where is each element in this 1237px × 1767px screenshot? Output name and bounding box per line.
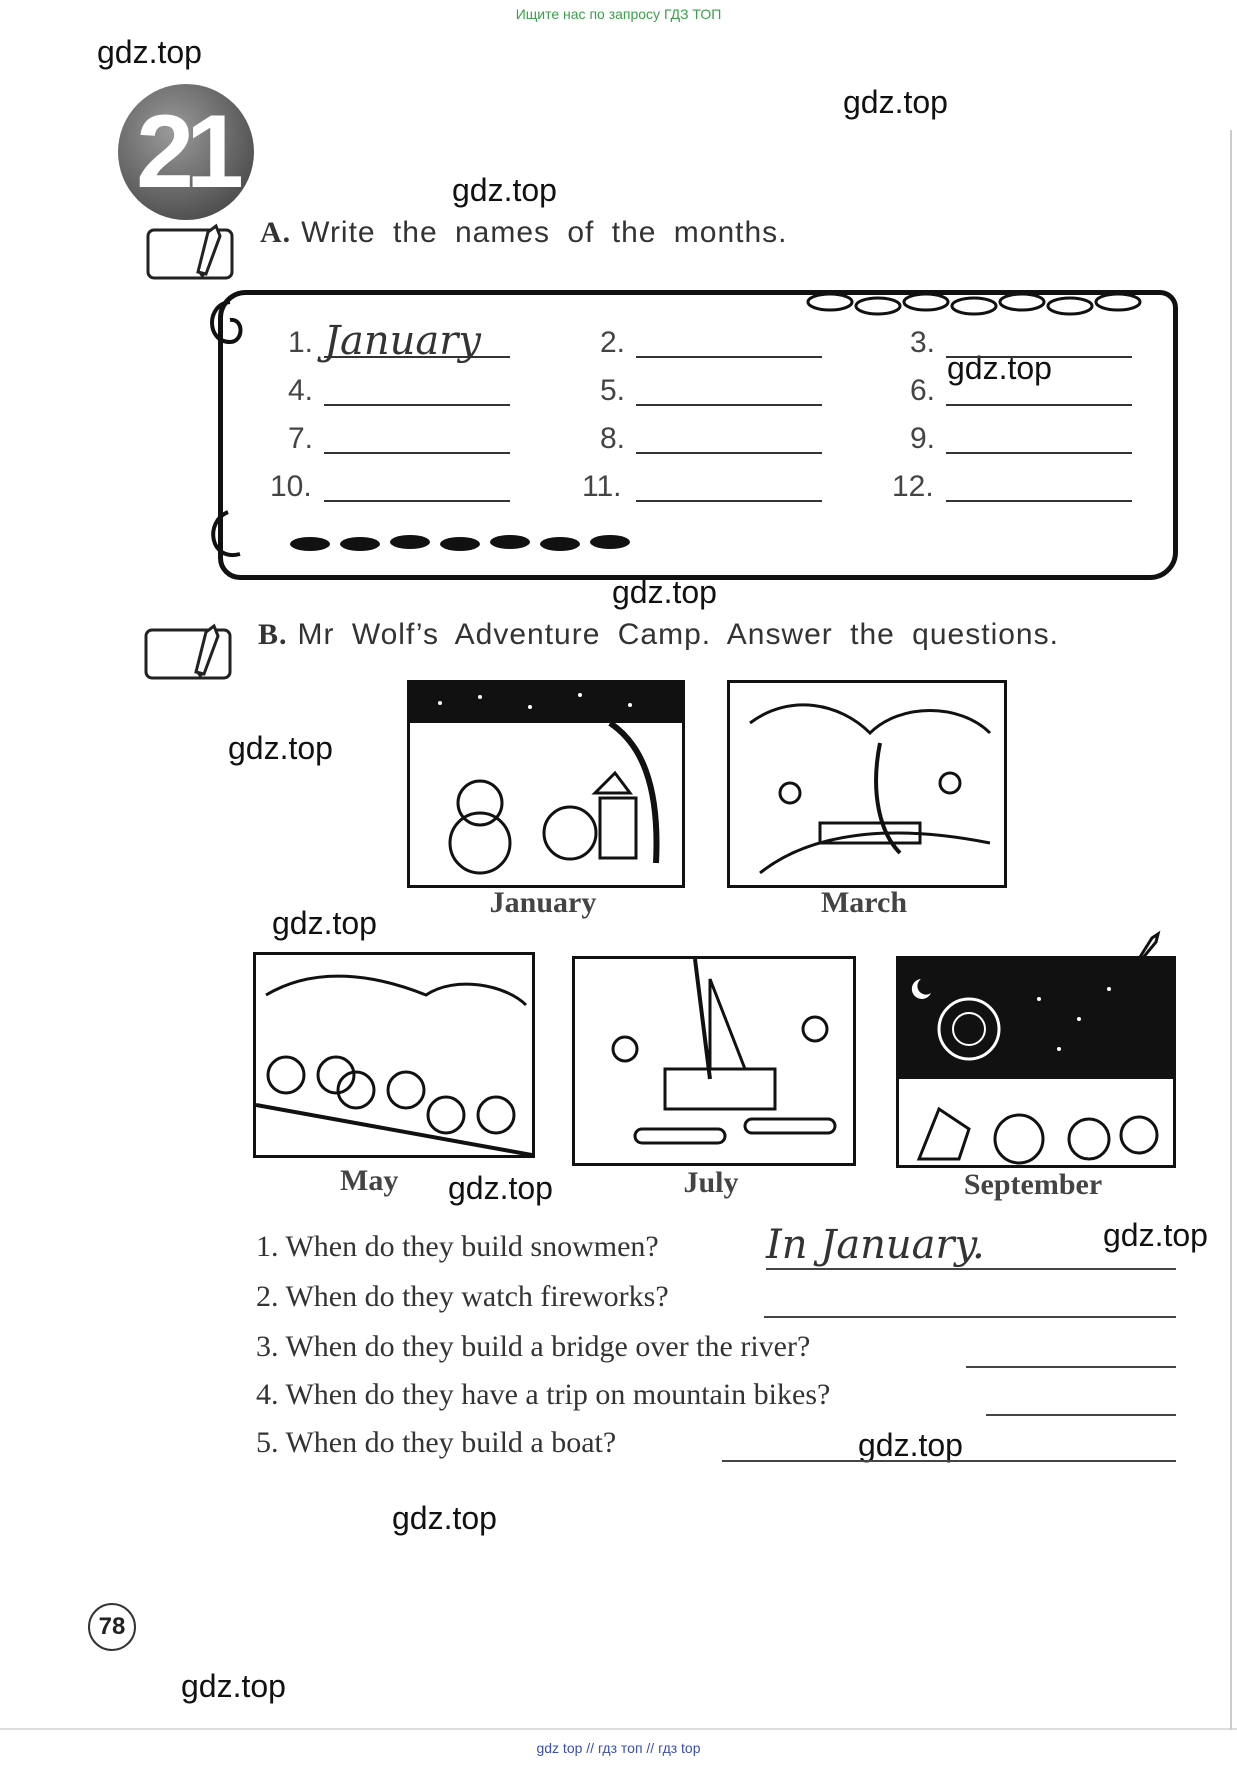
answer-line[interactable] (636, 404, 822, 406)
month-item-8 (600, 422, 822, 462)
month-item-12 (892, 470, 1132, 510)
month-item-2 (600, 326, 822, 366)
month-number: 12. (892, 470, 934, 503)
month-item-3 (910, 326, 1132, 366)
answer-line[interactable] (636, 500, 822, 502)
watermark: gdz.top (97, 34, 202, 70)
answer-line[interactable] (324, 500, 510, 502)
month-item-5 (600, 374, 822, 414)
caption-january: January (489, 886, 597, 919)
scroll-curl-icon (200, 282, 260, 582)
month-number: 11. (582, 470, 622, 503)
answer-line[interactable] (722, 1460, 1176, 1462)
question-number: 4. (256, 1378, 279, 1411)
footer-text: gdz top // гдз топ // гдз top (536, 1740, 701, 1756)
answer-line[interactable] (946, 404, 1132, 406)
picture-march (727, 680, 1007, 888)
month-answer[interactable]: January (324, 318, 481, 364)
picture-july (572, 956, 856, 1166)
watermark: gdz.top (392, 1500, 497, 1536)
month-number: 8. (600, 422, 626, 455)
question-number: 1. (256, 1230, 279, 1263)
watermark: gdz.top (181, 1668, 286, 1704)
answer-line[interactable] (946, 500, 1132, 502)
month-number: 4. (288, 374, 314, 407)
task-a-letter: A. (260, 216, 292, 249)
question-2 (256, 1280, 1176, 1322)
answer-line[interactable] (766, 1268, 1176, 1270)
question-text: When do they build a boat? (285, 1426, 617, 1459)
caption-may: May (340, 1164, 399, 1197)
picture-january (407, 680, 685, 888)
caption-september: September (963, 1168, 1103, 1201)
caption-march: March (820, 886, 908, 919)
unit-number-badge: 21 (118, 84, 254, 220)
question-text: When do they have a trip on mountain bikes? (285, 1378, 831, 1411)
watermark: gdz.top (858, 1427, 963, 1463)
month-number: 5. (600, 374, 626, 407)
answer-line[interactable] (324, 404, 510, 406)
pencil-icon (146, 222, 232, 276)
question-text: When do they build a bridge over the river? (285, 1330, 811, 1363)
question-number: 2. (256, 1280, 279, 1313)
question-5 (256, 1426, 1176, 1468)
task-b-instruction (258, 618, 1059, 652)
question-text: When do they watch fireworks? (285, 1280, 669, 1313)
answer-line[interactable] (764, 1316, 1176, 1318)
answer-line[interactable] (986, 1414, 1176, 1416)
month-number: 7. (288, 422, 314, 455)
pencil-icon (144, 622, 230, 676)
question-text: When do they build snowmen? (285, 1230, 659, 1263)
task-a-instruction (260, 216, 787, 250)
month-item-4 (288, 374, 510, 414)
month-number: 1. (288, 326, 314, 359)
watermark: gdz.top (452, 172, 557, 208)
top-banner: Ищите нас по запросу ГДЗ ТОП (515, 6, 722, 22)
caption-july: July (683, 1166, 739, 1199)
watermark: gdz.top (448, 1170, 553, 1206)
leaf-ornament-icon (270, 520, 690, 570)
question-3 (256, 1330, 1176, 1372)
picture-may (253, 952, 535, 1158)
answer-line[interactable] (966, 1366, 1176, 1368)
month-number: 2. (600, 326, 626, 359)
rocket-icon (1124, 930, 1164, 980)
month-item-11 (582, 470, 822, 510)
task-a-text: Write the names of the months. (301, 216, 788, 249)
watermark: gdz.top (228, 730, 333, 766)
task-b-letter: B. (258, 618, 288, 651)
month-item-9 (910, 422, 1132, 462)
month-number: 10. (270, 470, 312, 503)
page-number: 78 (88, 1603, 136, 1651)
month-item-10 (270, 470, 510, 510)
question-4 (256, 1378, 1176, 1420)
month-item-1 (288, 318, 510, 366)
month-number: 9. (910, 422, 936, 455)
picture-september (896, 956, 1176, 1168)
watermark: gdz.top (612, 574, 717, 610)
month-number: 3. (910, 326, 936, 359)
answer-line[interactable] (946, 452, 1132, 454)
page-edge-divider (1230, 130, 1232, 1730)
month-number: 6. (910, 374, 936, 407)
task-b-text: Mr Wolf’s Adventure Camp. Answer the questions. (297, 618, 1059, 651)
answer-line[interactable] (636, 452, 822, 454)
watermark: gdz.top (947, 350, 1052, 386)
watermark: gdz.top (843, 84, 948, 120)
page-edge-divider (0, 1728, 1237, 1730)
answer-line[interactable] (946, 356, 1132, 358)
watermark: gdz.top (1103, 1217, 1208, 1253)
question-number: 3. (256, 1330, 279, 1363)
watermark: gdz.top (272, 905, 377, 941)
answer-text[interactable]: In January. (766, 1222, 985, 1268)
month-item-7 (288, 422, 510, 462)
question-number: 5. (256, 1426, 279, 1459)
answer-line[interactable] (324, 452, 510, 454)
answer-line[interactable] (636, 356, 822, 358)
month-item-6 (910, 374, 1132, 414)
